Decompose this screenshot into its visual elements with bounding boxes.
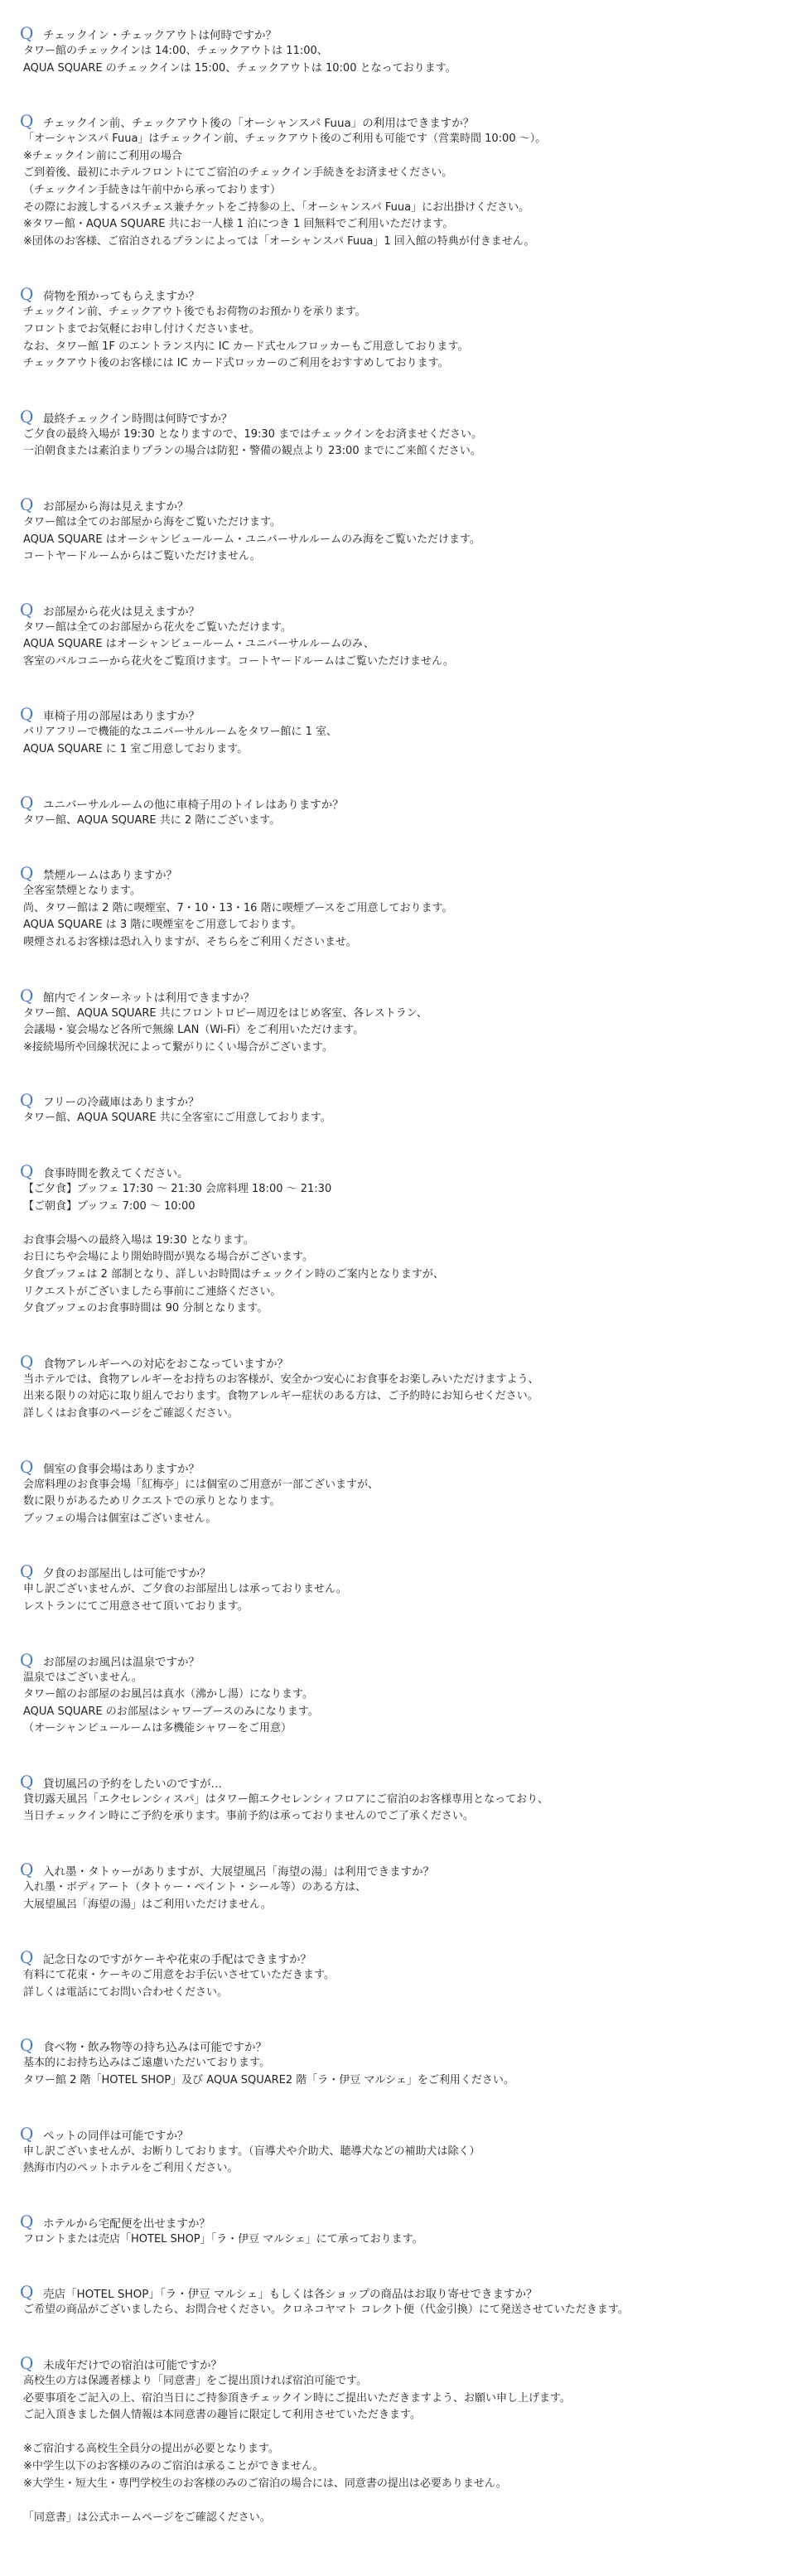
faq-answer-line: 客室のバルコニーから花火をご覧頂けます。コートヤードルームはご覧いただけません。 <box>23 654 454 668</box>
faq-answer-line: コートヤードルームからはご覧いただけません。 <box>23 550 261 563</box>
faq-answer-line: フロントまたは売店「HOTEL SHOP」「ラ・伊豆 マルシェ」にて承っております。 <box>23 2232 423 2246</box>
faq-answer <box>20 2055 787 2089</box>
faq-question: 食事時間を教えてください。 <box>43 1167 189 1180</box>
faq-question: 貸切風呂の予約をしたいのですが… <box>43 1777 222 1791</box>
faq-answer-line: 当日チェックイン時にご予約を承ります。事前予約は承っておりませんのでご了承ください。 <box>23 1810 474 1823</box>
faq-item <box>20 2282 787 2319</box>
faq-item <box>20 111 787 250</box>
question-mark-icon: Q <box>20 863 34 884</box>
faq-answer-line: ※団体のお客様、ご宿泊されるプランによっては「オーシャンスパ Fuua」1 回入館の特典が付きません。 <box>23 234 535 248</box>
question-mark-icon: Q <box>20 284 34 305</box>
faq-answer-line: 数に限りがあるためリクエストでの承りとなります。 <box>23 1495 281 1508</box>
faq-question-row <box>20 1561 787 1581</box>
faq-question-row <box>20 2124 787 2144</box>
faq-question: フリーの冷蔵庫はありますか？ <box>43 1096 200 1110</box>
faq-answer-line: バリアフリーで機能的なユニバーサルルームをタワー館に 1 室、 <box>23 726 338 739</box>
faq-item <box>20 1860 787 1913</box>
faq-answer-line: （オーシャンビュールームは多機能シャワーをご用意） <box>23 1722 292 1735</box>
faq-question: 禁煙ルームはありますか？ <box>43 869 177 883</box>
faq-answer-line: 「オーシャンスパ Fuua」はチェックイン前、チェックアウト後のご利用も可能です（営業時間 10:00 ～）。 <box>23 133 547 146</box>
faq-question: 未成年だけでの宿泊は可能ですか？ <box>43 2359 222 2372</box>
faq-answer-line: チェックイン前、チェックアウト後でもお荷物のお預かりを承ります。 <box>23 306 366 319</box>
faq-item <box>20 2212 787 2249</box>
faq-question: 食物アレルギーへの対応をおこなっていますか？ <box>43 1357 289 1371</box>
faq-question: 夕食のお部屋出しは可能ですか？ <box>43 1567 211 1581</box>
question-mark-icon: Q <box>20 494 34 514</box>
faq-answer-line: 高校生の方は保護者様より「同意書」をご提出頂ければ宿泊可能です。 <box>23 2375 367 2387</box>
question-mark-icon: Q <box>20 1860 34 1880</box>
faq-question-row <box>20 863 787 883</box>
faq-question-row <box>20 600 787 620</box>
faq-answer-line: タワー館、AQUA SQUARE 共に全客室にご用意しております。 <box>23 1112 331 1125</box>
faq-answer-line: 温泉ではございません。 <box>23 1671 142 1684</box>
faq-answer <box>20 813 787 830</box>
faq-question-row <box>20 1090 787 1110</box>
faq-item <box>20 704 787 758</box>
faq-answer <box>20 1477 787 1528</box>
faq-item <box>20 1772 787 1826</box>
faq-answer-line: ※タワー館・AQUA SQUARE 共にお一人様 1 泊につき 1 回無料でご利用いただけます。 <box>23 218 454 231</box>
question-mark-icon: Q <box>20 1161 34 1181</box>
faq-item <box>20 494 787 566</box>
faq-question: お部屋から花火は見えますか？ <box>43 605 200 619</box>
faq-answer-line: 申し訳ございませんが、お断りしております。（盲導犬や介助犬、聴導犬などの補助犬は除く） <box>23 2144 480 2158</box>
faq-answer-line: ご夕食の最終入場が 19:30 となりますので、19:30 まではチェックインをお済ませください。 <box>23 427 483 441</box>
faq-question-row <box>20 2282 787 2302</box>
faq-answer <box>20 1581 787 1615</box>
faq-answer <box>20 2144 787 2178</box>
faq-answer <box>20 883 787 951</box>
question-mark-icon: Q <box>20 599 34 620</box>
faq-answer-line: タワー館のチェックインは 14:00、チェックアウトは 11:00、 <box>23 45 328 57</box>
faq-answer <box>20 1879 787 1913</box>
faq-question: チェックイン・チェックアウトは何時ですか？ <box>43 29 278 42</box>
faq-item <box>20 600 787 671</box>
faq-answer-line: 必要事項をご記入の上、宿泊当日にご持参頂きチェックイン時にご提出いただきますよう、お願い申し上げます。 <box>23 2391 571 2405</box>
faq-item <box>20 1352 787 1423</box>
question-mark-icon: Q <box>20 1456 34 1477</box>
faq-question-row <box>20 111 787 131</box>
question-mark-icon: Q <box>20 2035 34 2056</box>
faq-question: 荷物を預かってもらえますか？ <box>43 290 200 304</box>
faq-answer-line: AQUA SQUARE はオーシャンビュールーム・ユニバーサルルームのみ海をご覧いただけます。 <box>23 533 480 546</box>
faq-item <box>20 793 787 830</box>
faq-item <box>20 1947 787 2001</box>
faq-item <box>20 1650 787 1738</box>
question-mark-icon: Q <box>20 985 34 1006</box>
faq-answer-line: なお、タワー館 1F のエントランス内に IC カード式セルフロッカーもご用意しております。 <box>23 340 469 353</box>
question-mark-icon: Q <box>20 1771 34 1792</box>
faq-answer <box>20 1670 787 1738</box>
faq-question-row <box>20 2353 787 2373</box>
faq-answer <box>20 1181 787 1318</box>
faq-answer-line: タワー館、AQUA SQUARE 共にフロントロビー周辺をはじめ客室、各レストラン、 <box>23 1006 427 1020</box>
faq-question: 売店「HOTEL SHOP」「ラ・伊豆 マルシェ」もしくは各ショップの商品はお取り寄せできますか？ <box>43 2288 538 2302</box>
faq-answer-line: AQUA SQUARE のチェックインは 15:00、チェックアウトは 10:00 となっております。 <box>23 61 456 75</box>
faq-answer-line: AQUA SQUARE に 1 室ご用意しております。 <box>23 743 249 756</box>
faq-answer-line: 【ご夕食】ブッフェ 17:30 ～ 21:30 会席料理 18:00 ～ 21:30 <box>23 1183 332 1195</box>
faq-answer-line: ご希望の商品がございましたら、お問合せください。クロネコヤマト コレクト便（代金引換）にて発送させていただきます。 <box>23 2303 629 2317</box>
faq-question-row <box>20 1772 787 1792</box>
faq-answer <box>20 620 787 671</box>
faq-answer-line: AQUA SQUARE は 3 階に喫煙室をご用意しております。 <box>23 919 302 932</box>
faq-answer-line: お食事会場への最終入場は 19:30 となります。 <box>23 1233 254 1247</box>
question-mark-icon: Q <box>20 2211 34 2231</box>
faq-question-row <box>20 986 787 1006</box>
faq-answer-line: 有料にて花束・ケーキのご用意をお手伝いさせていただきます。 <box>23 1969 335 1982</box>
faq-question: 車椅子用の部屋はありますか？ <box>43 710 200 724</box>
faq-question-row <box>20 704 787 724</box>
faq-question: 入れ墨・タトゥーがありますが、大展望風呂「海望の湯」は利用できますか？ <box>43 1865 435 1879</box>
faq-answer-line: 会議場・宴会場など各所で無線 LAN（Wi-Fi）をご利用いただけます。 <box>23 1024 365 1037</box>
faq-question: 館内でインターネットは利用できますか？ <box>43 991 255 1005</box>
faq-question-row <box>20 2212 787 2231</box>
question-mark-icon: Q <box>20 1561 34 1582</box>
faq-question-row <box>20 1650 787 1670</box>
faq-item <box>20 986 787 1057</box>
faq-item <box>20 2035 787 2089</box>
faq-question-row <box>20 1457 787 1477</box>
faq-question-row <box>20 1860 787 1879</box>
faq-answer-line: AQUA SQUARE のお部屋はシャワーブースのみになります。 <box>23 1705 319 1718</box>
faq-answer-line: ※ご宿泊する高校生全員分の提出が必要となります。 <box>23 2443 279 2456</box>
faq-question: ユニバーサルルームの他に車椅子用のトイレはありますか？ <box>43 798 344 812</box>
faq-question-row <box>20 494 787 514</box>
faq-answer-line: 申し訳ございませんが、ご夕食のお部屋出しは承っておりません。 <box>23 1583 347 1596</box>
question-mark-icon: Q <box>20 2353 34 2373</box>
faq-answer <box>20 43 787 77</box>
faq-answer <box>20 1110 787 1127</box>
faq-answer-line: 詳しくは電話にてお問い合わせください。 <box>23 1985 229 1999</box>
faq-question: 最終チェックイン時間は何時ですか？ <box>43 412 233 426</box>
faq-answer-line: 入れ墨・ボディアート（タトゥー・ペイント・シール等）のある方は、 <box>23 1881 366 1894</box>
question-mark-icon: Q <box>20 111 34 132</box>
faq-answer-line: タワー館 2 階「HOTEL SHOP」及び AQUA SQUARE2 階「ラ・伊豆 マルシェ」をご利用ください。 <box>23 2074 514 2087</box>
faq-question-row <box>20 284 787 304</box>
faq-item <box>20 863 787 951</box>
faq-answer <box>20 304 787 372</box>
faq-answer-line <box>23 1215 787 1233</box>
faq-answer <box>20 724 787 758</box>
faq-question: ホテルから宅配便を出せますか？ <box>43 2217 210 2231</box>
faq-answer <box>20 427 787 461</box>
faq-answer <box>20 1792 787 1826</box>
faq-answer-line: 貸切露天風呂「エクセレンシィスパ」はタワー館エクセレンシィフロアにご宿泊のお客様専用となっており、 <box>23 1792 549 1806</box>
faq-question: ペットの同伴は可能ですか？ <box>43 2129 189 2143</box>
faq-answer-line: 詳しくはお食事のページをご確認ください。 <box>23 1406 239 1420</box>
faq-question-row <box>20 2035 787 2055</box>
faq-answer-line <box>23 2424 787 2442</box>
faq-answer-line: 当ホテルでは、食物アレルギーをお持ちのお客様が、安全かつ安心にお食事をお楽しみいただけますよう、 <box>23 1372 539 1386</box>
faq-answer-line: タワー館のお部屋のお風呂は真水（沸かし湯）になります。 <box>23 1688 313 1701</box>
faq-question-row <box>20 1352 787 1372</box>
faq-question: お部屋から海は見えますか？ <box>43 499 189 514</box>
question-mark-icon: Q <box>20 23 34 43</box>
faq-answer-line: 出来る限りの対応に取り組んでおります。食物アレルギー症状のある方は、ご予約時にお知らせください。 <box>23 1390 538 1403</box>
faq-answer-line: リクエストがございましたら事前にご連絡ください。 <box>23 1285 282 1298</box>
faq-question: 食べ物・飲み物等の持ち込みは可能ですか？ <box>43 2041 267 2055</box>
faq-question-row <box>20 407 787 427</box>
faq-question: 個室の食事会場はありますか？ <box>43 1462 200 1476</box>
faq-item <box>20 407 787 461</box>
question-mark-icon: Q <box>20 792 34 813</box>
faq-question-row <box>20 23 787 43</box>
faq-answer-line: レストランにてご用意させて頂いております。 <box>23 1599 249 1613</box>
faq-answer <box>20 1372 787 1423</box>
faq-answer-line: ※中学生以下のお客様のみのご宿泊は承ることができません。 <box>23 2459 324 2472</box>
faq-answer <box>20 514 787 566</box>
faq-answer-line: ブッフェの場合は個室はございません。 <box>23 1512 217 1525</box>
faq-answer <box>20 2373 787 2526</box>
faq-question-row <box>20 793 787 813</box>
faq-answer <box>20 2231 787 2249</box>
faq-answer-line: 熱海市内のペットホテルをご利用ください。 <box>23 2162 239 2175</box>
faq-answer-line: 一泊朝食または素泊まりプランの場合は防犯・警備の観点より 23:00 までにご来館ください。 <box>23 445 481 458</box>
faq-answer <box>20 131 787 250</box>
question-mark-icon: Q <box>20 2282 34 2303</box>
faq-item <box>20 1457 787 1528</box>
faq-answer-line: フロントまでお気軽にお申し付けくださいませ。 <box>23 322 260 335</box>
faq-question: 記念日なのですがケーキや花束の手配はできますか？ <box>43 1953 311 1967</box>
faq-answer-line: 夕食ブッフェのお食事時間は 90 分制となります。 <box>23 1302 268 1315</box>
faq-question: チェックイン前、チェックアウト後の「オーシャンスパ Fuua」の利用はできますか？ <box>43 117 475 131</box>
question-mark-icon: Q <box>20 1351 34 1372</box>
question-mark-icon: Q <box>20 1090 34 1111</box>
faq-question: お部屋のお風呂は温泉ですか？ <box>43 1655 200 1669</box>
faq-answer-line: 夕食ブッフェは 2 部制となり、詳しいお時間はチェックイン時のご案内となりますが、 <box>23 1267 444 1281</box>
faq-answer-line: 「同意書」は公式ホームページをご確認ください。 <box>23 2511 271 2524</box>
faq-answer-line: チェックアウト後のお客様には IC カード式ロッカーのご利用をおすすめしております。 <box>23 357 449 370</box>
faq-answer-line: タワー館は全てのお部屋から海をご覧いただけます。 <box>23 515 281 528</box>
faq-answer-line: タワー館、AQUA SQUARE 共に 2 階にございます。 <box>23 813 281 827</box>
faq-question-row <box>20 1161 787 1181</box>
faq-item <box>20 284 787 372</box>
faq-item <box>20 1161 787 1318</box>
faq-answer-line: 尚、タワー館は 2 階に喫煙室、7・10・13・16 階に喫煙ブースをご用意しております。 <box>23 901 453 914</box>
faq-answer-line: 【ご朝食】ブッフェ 7:00 ～ 10:00 <box>23 1199 196 1213</box>
question-mark-icon: Q <box>20 704 34 725</box>
faq-item <box>20 2124 787 2178</box>
faq-item <box>20 1090 787 1127</box>
faq-answer-line: その際にお渡しするバスチェス兼チケットをご持参の上、「オーシャンスパ Fuua」にお出掛けください。 <box>23 200 530 214</box>
faq-answer-line: 全客室禁煙となります。 <box>23 885 141 898</box>
faq-question-row <box>20 1947 787 1967</box>
faq-answer <box>20 1967 787 2001</box>
faq-answer <box>20 1006 787 1057</box>
faq-answer-line: 喫煙されるお客様は恐れ入りますが、そちらをご利用くださいませ。 <box>23 936 357 949</box>
question-mark-icon: Q <box>20 1947 34 1968</box>
faq-item <box>20 23 787 77</box>
faq-item <box>20 1561 787 1615</box>
faq-answer-line: （チェックイン手続きは午前中から承っております） <box>23 183 281 196</box>
faq-answer-line: ご到着後、最初にホテルフロントにてご宿泊のチェックイン手続きをお済ませください。 <box>23 166 453 180</box>
faq-item <box>20 2353 787 2526</box>
faq-answer-line: ご記入頂きました個人情報は本同意書の趣旨に限定して利用させていただきます。 <box>23 2409 421 2422</box>
faq-answer-line: お日にちや会場により開始時間が異なる場合がございます。 <box>23 1251 313 1264</box>
faq-answer-line: 会席料理のお食事会場「紅梅亭」には個室のご用意が一部ございますが、 <box>23 1478 379 1491</box>
faq-answer-line <box>23 2492 787 2510</box>
faq-answer-line: タワー館は全てのお部屋から花火をご覧いただけます。 <box>23 620 292 634</box>
faq-answer <box>20 2302 787 2319</box>
faq-answer-line: 大展望風呂「海望の湯」はご利用いただけません。 <box>23 1898 272 1911</box>
faq-answer-line: ※大学生・短大生・専門学校生のお客様のみのご宿泊の場合には、同意書の提出は必要ありません。 <box>23 2477 507 2490</box>
faq-answer-line: 基本的にお持ち込みはご遠慮いただいております。 <box>23 2057 270 2070</box>
faq-answer-line: ※接続場所や回線状況によって繋がりにくい場合がございます。 <box>23 1040 333 1054</box>
question-mark-icon: Q <box>20 1649 34 1670</box>
question-mark-icon: Q <box>20 406 34 427</box>
question-mark-icon: Q <box>20 2123 34 2144</box>
faq-answer-line: ※チェックイン前にご利用の場合 <box>23 149 182 162</box>
faq-answer-line: AQUA SQUARE はオーシャンビュールーム・ユニバーサルルームのみ、 <box>23 638 374 651</box>
